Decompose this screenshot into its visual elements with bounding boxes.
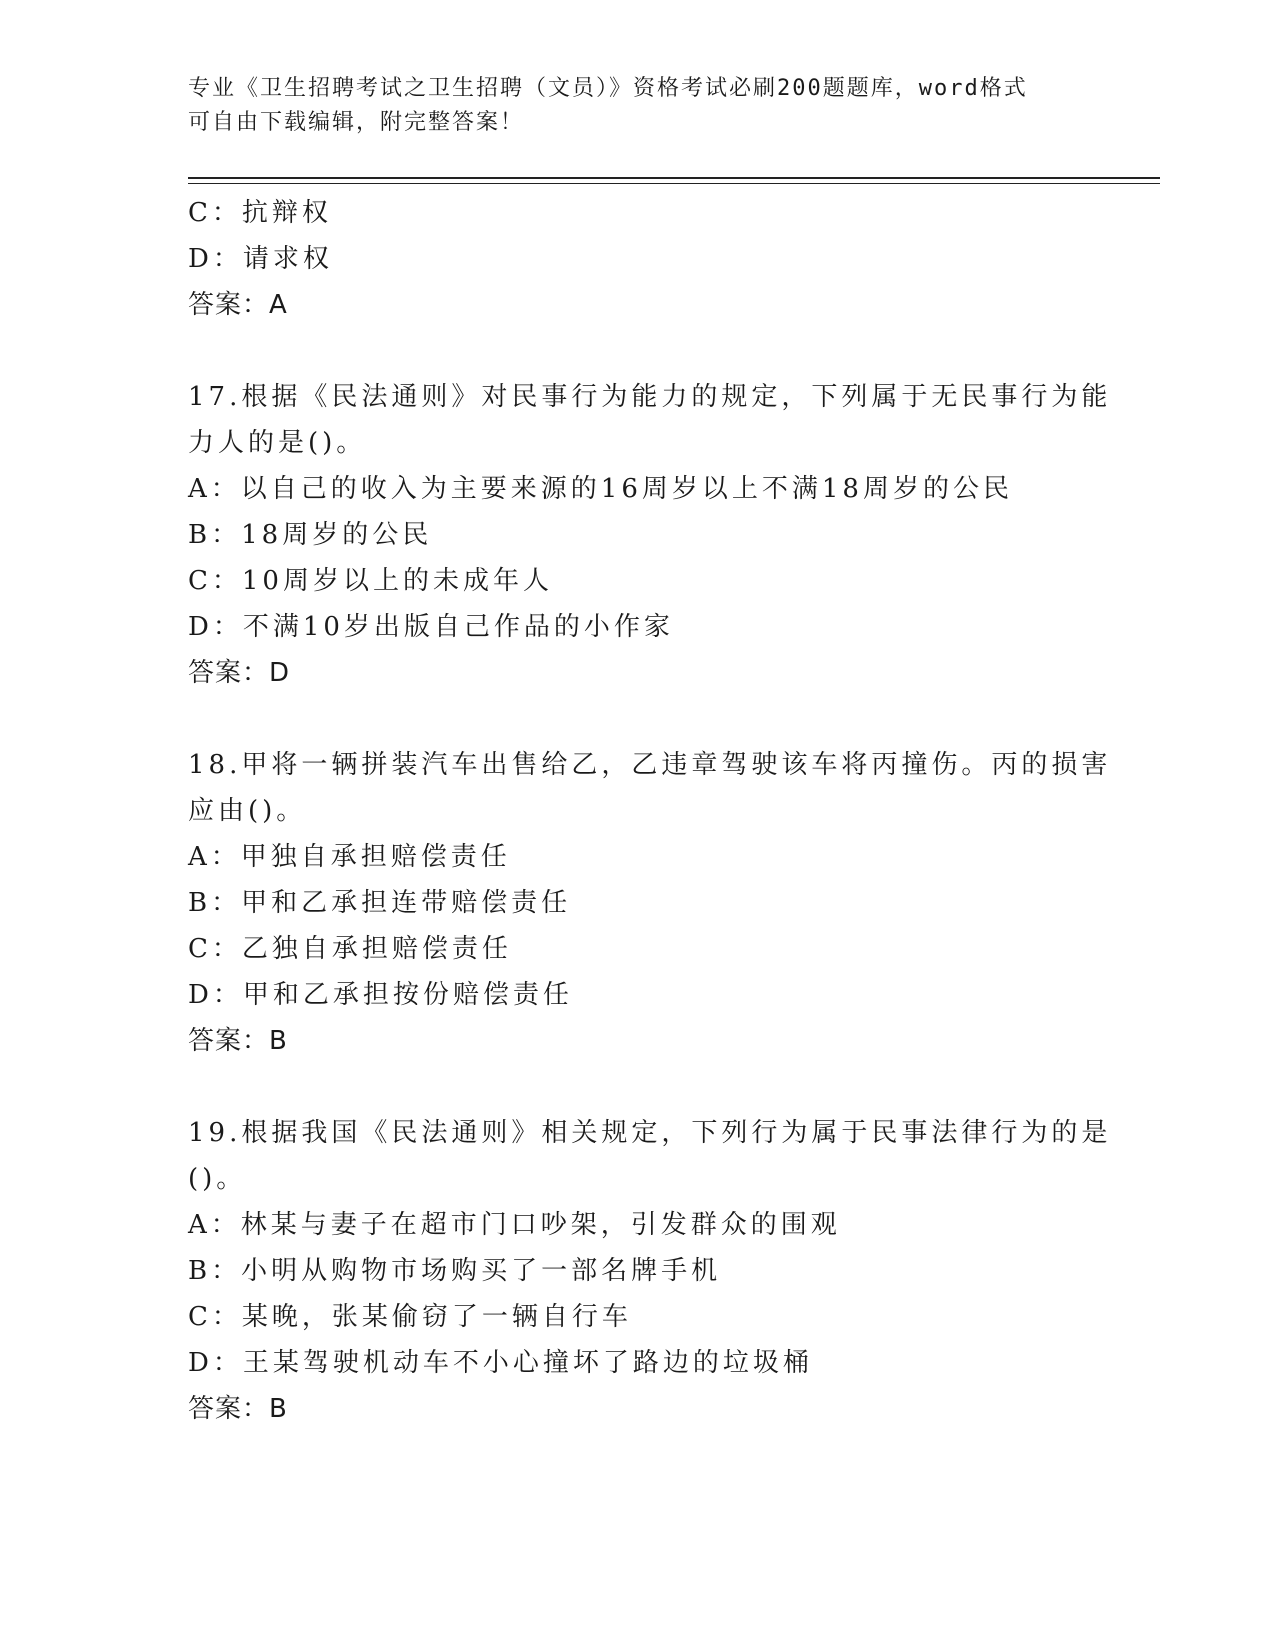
header-line-1: 专业《卫生招聘考试之卫生招聘（文员）》资格考试必刷200题题库，word格式 [188, 76, 1028, 101]
option-c: C：抗辩权 [188, 198, 332, 228]
page-header [188, 72, 1088, 140]
question-stem: 应由()。 [188, 796, 307, 826]
question-continued [188, 190, 1088, 328]
answer-line: 答案：B [188, 1394, 288, 1424]
option-d: D：王某驾驶机动车不小心撞坏了路边的垃圾桶 [188, 1348, 813, 1378]
question-stem: 19.根据我国《民法通则》相关规定，下列行为属于民事法律行为的是 [188, 1118, 1112, 1148]
answer-line: 答案：A [188, 290, 288, 320]
question-stem: 17.根据《民法通则》对民事行为能力的规定，下列属于无民事行为能 [188, 382, 1112, 412]
option-d: D：请求权 [188, 244, 333, 274]
option-c: C：10周岁以上的未成年人 [188, 566, 553, 596]
option-d: D：不满10岁出版自己作品的小作家 [188, 612, 674, 642]
option-a: A：林某与妻子在超市门口吵架，引发群众的围观 [188, 1210, 841, 1240]
option-d: D：甲和乙承担按份赔偿责任 [188, 980, 573, 1010]
option-c: C：乙独自承担赔偿责任 [188, 934, 512, 964]
option-a: A：甲独自承担赔偿责任 [188, 842, 511, 872]
header-divider [188, 177, 1160, 179]
question-18 [188, 742, 1112, 1064]
question-19 [188, 1110, 1112, 1432]
question-stem: 力人的是()。 [188, 428, 367, 458]
spacer [188, 328, 1088, 374]
answer-line: 答案：B [188, 1026, 288, 1056]
option-c: C：某晚，张某偷窃了一辆自行车 [188, 1302, 632, 1332]
header-divider-thin [188, 183, 1160, 184]
answer-line: 答案：D [188, 658, 291, 688]
option-a: A：以自己的收入为主要来源的16周岁以上不满18周岁的公民 [188, 474, 1013, 504]
question-17 [188, 374, 1112, 696]
question-list [188, 190, 1112, 1432]
question-stem: 18.甲将一辆拼装汽车出售给乙，乙违章驾驶该车将丙撞伤。丙的损害 [188, 750, 1112, 780]
option-b: B：18周岁的公民 [188, 520, 433, 550]
header-line-2: 可自由下载编辑，附完整答案！ [188, 110, 525, 135]
option-b: B：甲和乙承担连带赔偿责任 [188, 888, 572, 918]
spacer [188, 696, 1088, 742]
question-stem: ()。 [188, 1164, 247, 1194]
option-b: B：小明从购物市场购买了一部名牌手机 [188, 1256, 722, 1286]
spacer [188, 1064, 1088, 1110]
